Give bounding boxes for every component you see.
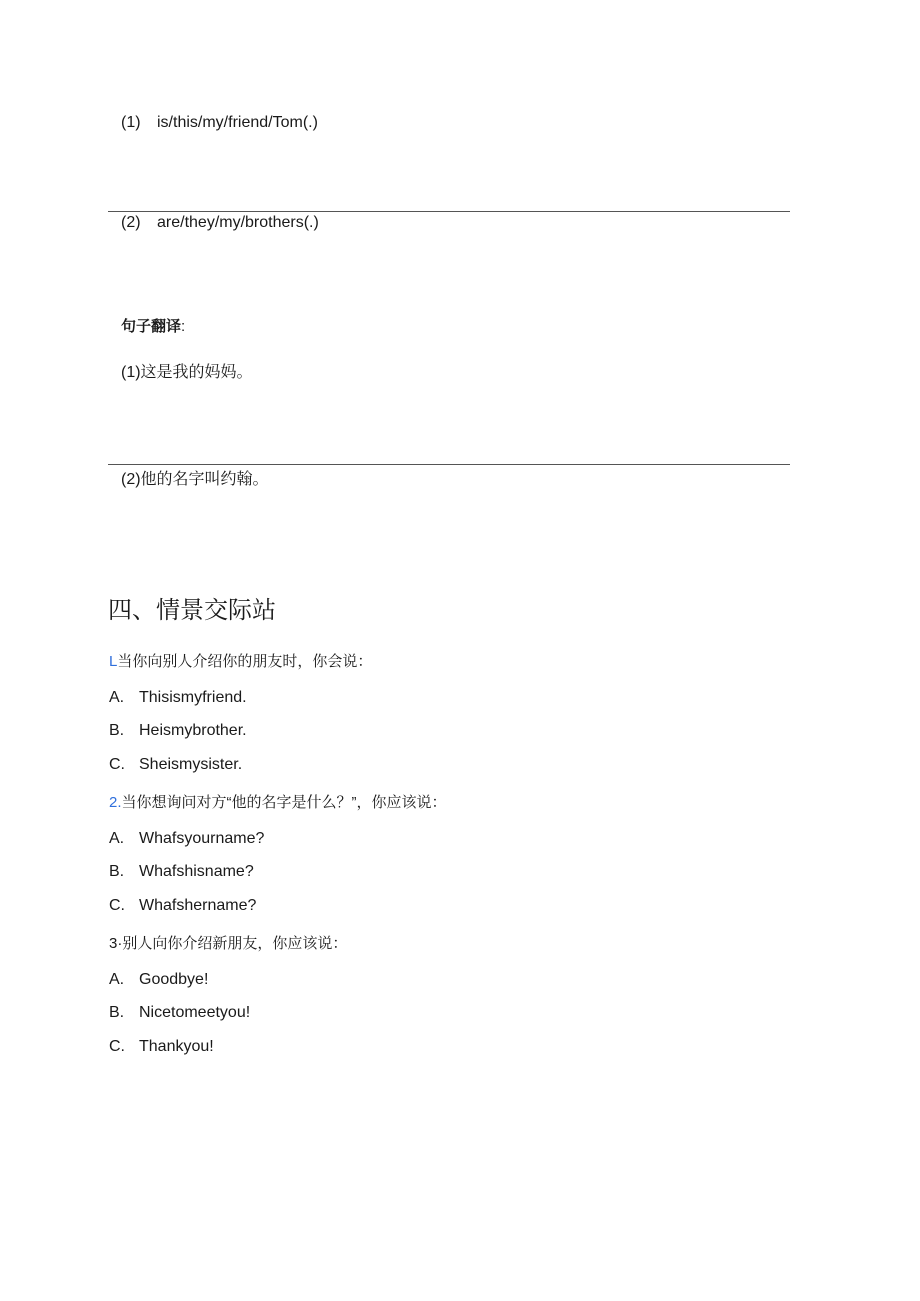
question-number: L (109, 653, 118, 670)
option-letter: C. (109, 756, 125, 773)
question-number: 2. (109, 794, 122, 811)
option-2b (109, 862, 254, 882)
question-3 (109, 934, 347, 954)
item-number: (1) (121, 114, 141, 131)
item-text: is/this/my/friend/Tom(.) (157, 114, 318, 131)
section-heading: 四、情景交际站 (108, 597, 276, 624)
option-text: Nicetomeetyou! (139, 1004, 251, 1021)
option-letter: B. (109, 722, 125, 739)
translation-title-text: 句子翻译 (121, 318, 182, 335)
translation-title (121, 317, 185, 337)
question-text: 当你向别人介绍你的朋友时，你会说： (117, 653, 373, 670)
option-text: Thankyou! (139, 1038, 214, 1055)
option-text: Thisismyfriend. (139, 689, 247, 706)
translation-item-1: (1)这是我的妈妈。 (121, 364, 253, 381)
question-text: 别人向你介绍新朋友，你应该说： (122, 935, 348, 952)
option-text: Whafshisname? (139, 863, 254, 880)
option-letter: A. (109, 971, 125, 988)
reorder-item-2 (121, 213, 319, 233)
translation-title-colon: : (181, 318, 186, 335)
answer-line-2 (108, 464, 790, 465)
option-2a (109, 829, 264, 849)
option-letter: A. (109, 830, 125, 847)
item-text: are/they/my/brothers(.) (157, 214, 319, 231)
option-text: Whafsyourname? (139, 830, 265, 847)
option-letter: B. (109, 863, 125, 880)
question-text: 当你想询问对方“他的名字是什么？”，你应该说： (121, 794, 447, 811)
question-2 (109, 793, 447, 813)
option-1b (109, 721, 247, 741)
reorder-item-1 (121, 113, 318, 133)
translation-item-2: (2)他的名字叫约翰。 (121, 471, 269, 488)
option-text: Sheismysister. (139, 756, 243, 773)
option-text: Heismybrother. (139, 722, 247, 739)
option-3b (109, 1003, 250, 1023)
option-text: Goodbye! (139, 971, 209, 988)
question-number: 3· (109, 935, 123, 952)
item-number: (2) (121, 214, 141, 231)
option-1c (109, 755, 242, 775)
option-2c (109, 896, 256, 916)
option-3c (109, 1037, 214, 1057)
option-3a (109, 970, 208, 990)
question-1 (109, 652, 372, 672)
option-text: Whafshername? (139, 897, 257, 914)
option-letter: C. (109, 897, 125, 914)
option-letter: A. (109, 689, 125, 706)
option-1a (109, 688, 247, 708)
option-letter: B. (109, 1004, 125, 1021)
answer-line-1 (108, 211, 790, 212)
option-letter: C. (109, 1038, 125, 1055)
